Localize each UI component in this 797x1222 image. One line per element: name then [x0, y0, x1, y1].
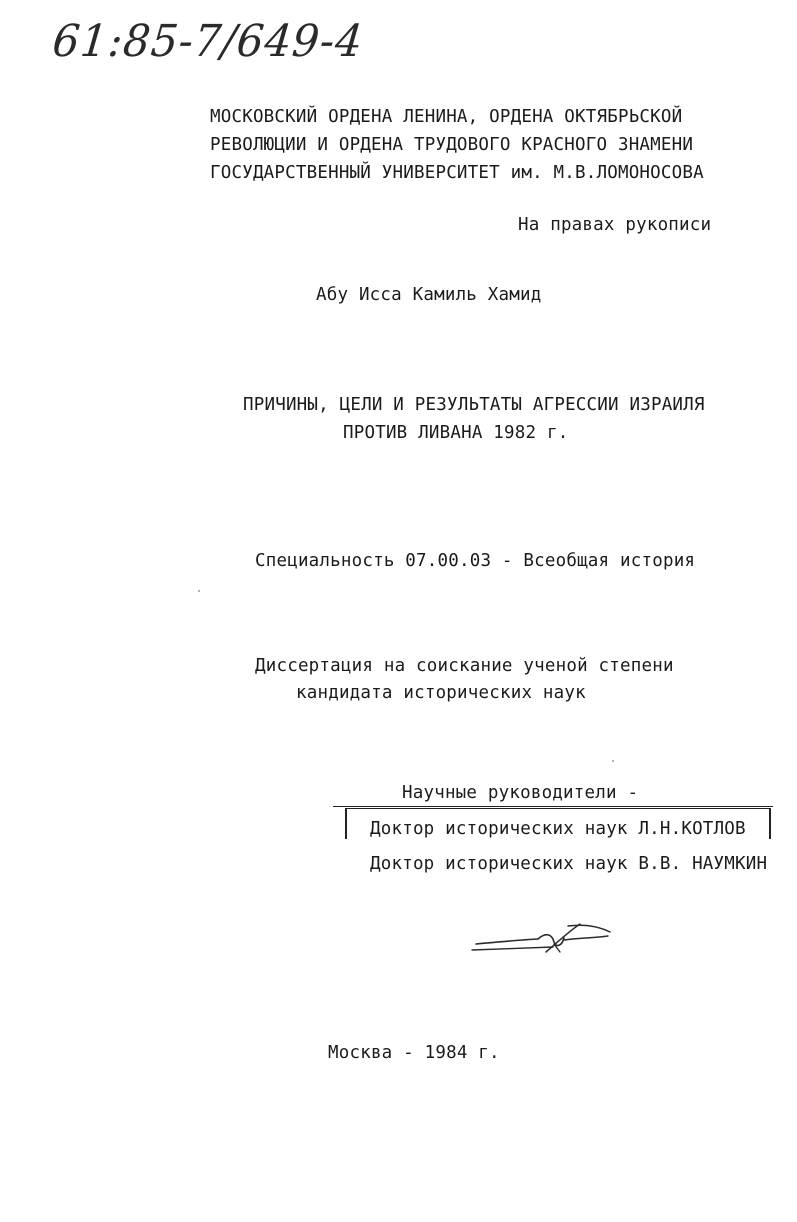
- supervisor-first: Доктор исторических наук Л.Н.КОТЛОВ: [370, 819, 746, 839]
- supervisors-heading: Научные руководители -: [402, 783, 639, 803]
- author-name: Абу Исса Камиль Хамид: [316, 285, 542, 305]
- institution-line-3: ГОСУДАРСТВЕННЫЙ УНИВЕРСИТЕТ им. М.В.ЛОМОНОСОВА: [210, 163, 704, 183]
- handwritten-archive-note: [50, 10, 366, 80]
- specialty: Специальность 07.00.03 - Всеобщая история: [255, 551, 696, 571]
- dissertation-title-line-1: ПРИЧИНЫ, ЦЕЛИ И РЕЗУЛЬТАТЫ АГРЕССИИ ИЗРАИЛЯ: [243, 395, 705, 415]
- supervisor-box-top-rule: [333, 806, 773, 807]
- supervisor-second: Доктор исторических наук В.В. НАУМКИН: [370, 854, 768, 874]
- dissertation-title-line-2: ПРОТИВ ЛИВАНА 1982 г.: [343, 423, 569, 443]
- scan-speck: [198, 590, 200, 592]
- place-and-year: Москва - 1984 г.: [328, 1043, 500, 1063]
- institution-line-1: МОСКОВСКИЙ ОРДЕНА ЛЕНИНА, ОРДЕНА ОКТЯБРЬСКОЙ: [210, 107, 683, 127]
- scan-speck: [612, 760, 614, 762]
- signature: [468, 912, 618, 962]
- degree-line-1: Диссертация на соискание ученой степени: [255, 656, 674, 676]
- manuscript-rights: На правах рукописи: [518, 215, 712, 235]
- institution-line-2: РЕВОЛЮЦИИ И ОРДЕНА ТРУДОВОГО КРАСНОГО ЗНАМЕНИ: [210, 135, 694, 155]
- handwritten-note-text: 61:85-7/649-4: [50, 15, 366, 67]
- degree-line-2: кандидата исторических наук: [296, 683, 586, 703]
